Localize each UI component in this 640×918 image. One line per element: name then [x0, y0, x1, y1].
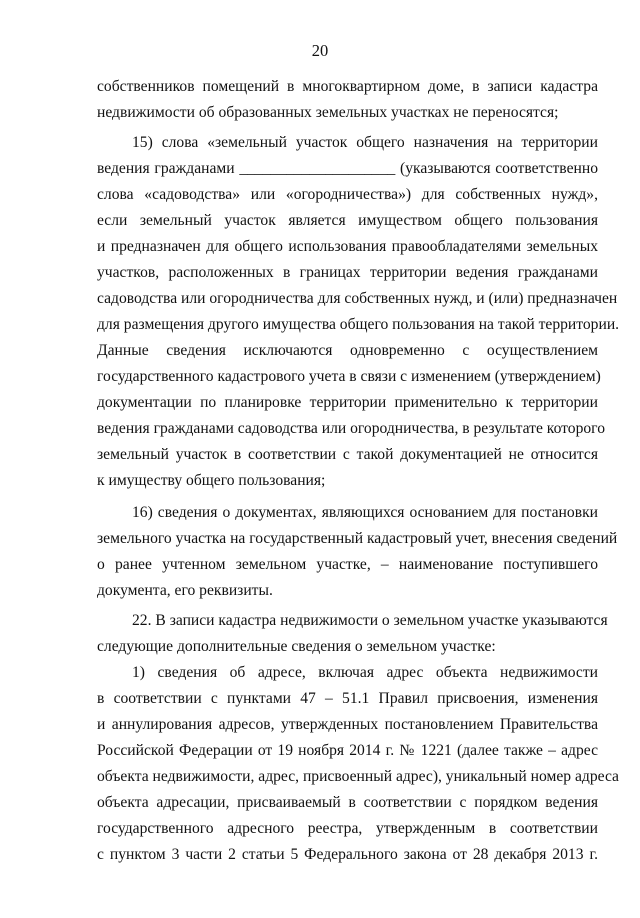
- text-line: 15) слова «земельный участок общего назначения на территории: [132, 134, 598, 151]
- text-line: следующие дополнительные сведения о земельном участке:: [97, 638, 496, 655]
- text-line: 1) сведения об адресе, включая адрес объекта недвижимости: [132, 664, 598, 681]
- text-line: документа, его реквизиты.: [97, 582, 273, 599]
- text-line: собственников помещений в многоквартирном доме, в записи кадастра: [97, 78, 598, 95]
- text-line: Российской Федерации от 19 ноября 2014 г. № 1221 (далее также – адрес: [97, 742, 598, 759]
- text-line: государственного адресного реестра, утвержденным в соответствии: [97, 820, 598, 837]
- text-line: с пунктом 3 части 2 статьи 5 Федерального закона от 28 декабря 2013 г.: [97, 846, 598, 863]
- text-line: объекта недвижимости, адрес, присвоенный адрес), уникальный номер адреса: [97, 768, 619, 785]
- text-line: для размещения другого имущества общего пользования на такой территории.: [97, 316, 620, 333]
- text-line: садоводства или огородничества для собственных нужд, и (или) предназначен: [97, 290, 618, 307]
- text-line: земельный участок в соответствии с такой документацией не относится: [97, 446, 598, 463]
- text-line: земельного участка на государственный кадастровый учет, внесения сведений: [97, 530, 618, 547]
- text-line: объекта адресации, присваиваемый в соответствии с порядком ведения: [97, 794, 598, 811]
- text-line: документации по планировке территории применительно к территории: [97, 394, 598, 411]
- text-line: 16) сведения о документах, являющихся основанием для постановки: [132, 504, 598, 521]
- text-line: 22. В записи кадастра недвижимости о земельном участке указываются: [132, 612, 608, 629]
- text-line: ведения гражданами садоводства или огородничества, в результате которого: [97, 420, 605, 437]
- text-line: о ранее учтенном земельном участке, – наименование поступившего: [97, 556, 598, 573]
- text-line: участков, расположенных в границах территории ведения гражданами: [97, 264, 598, 281]
- text-line: слова «садоводства» или «огородничества») для собственных нужд»,: [97, 186, 598, 203]
- text-line: недвижимости об образованных земельных участках не переносятся;: [97, 104, 559, 121]
- text-line: и аннулирования адресов, утвержденных постановлением Правительства: [97, 716, 598, 733]
- text-line: ведения гражданами ____________________ (указываются соответственно: [97, 160, 598, 177]
- text-line: к имуществу общего пользования;: [97, 472, 326, 489]
- text-line: в соответствии с пунктами 47 – 51.1 Правил присвоения, изменения: [97, 690, 598, 707]
- text-line: государственного кадастрового учета в связи с изменением (утверждением): [97, 368, 601, 385]
- page-number: 20: [311, 41, 329, 60]
- text-line: Данные сведения исключаются одновременно с осуществлением: [97, 342, 598, 359]
- text-line: если земельный участок является имуществом общего пользования: [97, 212, 598, 229]
- text-line: и предназначен для общего использования правообладателями земельных: [97, 238, 598, 255]
